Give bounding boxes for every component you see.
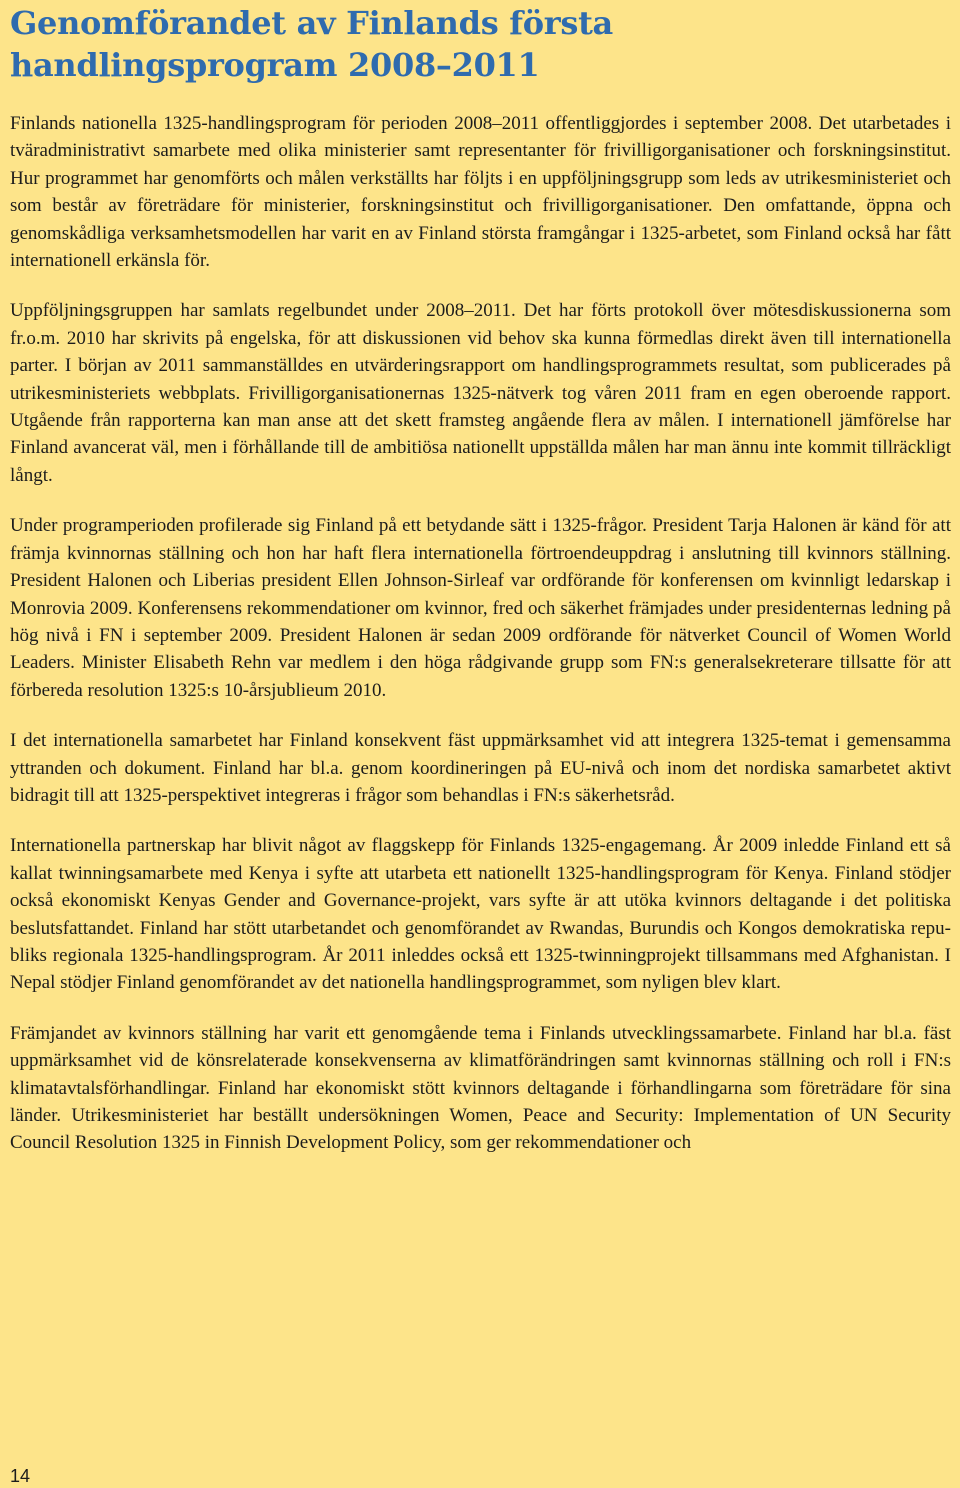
paragraph-3: Under programperioden profilerade sig Finland på ett betydande sätt i 1325-frågor. President Tarja Halonen är känd för att främja kvinnornas ställning och hon har haft flera internationella förtroendeuppdrag i anslutning till kvinnors ställning. President Halonen och Liberias president Ellen Johnson-Sirleaf var ordförande för konferensen om kvinnligt ledarskap i Monrovia 2009. Konferensens rekommendationer om kvinnor, fred och säkerhet främjades under presidenternas ledning på hög nivå i FN i september 2009. President Halonen är sedan 2009 ordförande för nätverket Council of Women World Leaders. Minister Elisabeth Rehn var medlem i den höga rådgivande grupp som FN:s generalsekreterare tillsatte för att förbereda resolution 1325:s 10-årsjublieum 2010.: [10, 515, 951, 701]
paragraph-2: Uppföljningsgruppen har samlats regelbundet under 2008–2011. Det har förts protokoll över mötesdiskussionerna som fr.o.m. 2010 har skrivits på engelska, för att diskussionen vid behov ska kunna förmedlas direkt även till internationella parter. I början av 2011 sammanställdes en utvärderingsrapport om handlingsprogrammets resultat, som publicerades på utrikesministeriets webbplats. Frivilligorganisationernas 1325-nätverk tog våren 2011 fram en egen oberoende rapport. Utgående från rapporterna kan man anse att det skett framsteg angående flera av målen. I internationell jämförelse har Finland avancerat väl, men i förhållande till de ambitiösa nationellt uppställda målen har man ännu inte kommit tillräckligt långt.: [10, 300, 951, 486]
document-page: [10, 0, 951, 1488]
body-text: [10, 110, 951, 1157]
page-number: 14: [10, 1466, 31, 1486]
paragraph-6: Främjandet av kvinnors ställning har varit ett genomgående tema i Finlands utvecklingssamarbete. Finland har bl.a. fäst uppmärksamhet vid de könsrelaterade konsekvenserna av klimatförändringen samt kvinnornas ställning och roll i FN:s klimatavtalsförhandlingar. Finland har ekonomiskt stött kvinnors deltagande i förhandlingarna som företrädare för sina länder. Utrikesministeriet har beställt undersökningen Women, Peace and Security: Implementation of UN Security Council Resolution 1325 in Finnish Development Policy, som ger rekommendationer och: [10, 1022, 951, 1154]
paragraph-5: Internationella partnerskap har blivit något av flaggskepp för Finlands 1325-engagemang. År 2009 inledde Finland ett så kallat twinningsamarbete med Kenya i syfte att utarbeta ett nationellt 1325-handlingsprogram för Kenya. Finland stödjer också ekonomiskt Kenyas Gender and Governance-projekt, vars syfte är att utöka kvinnors deltagande i det politiska beslutsfattandet. Finland har stött utarbetandet och genomförandet av Rwandas, Burundis och Kongos demokratiska republiks regionala 1325-handlingsprogram. År 2011 inleddes också ett 1325-twinningprojekt tillsammans med Afghanistan. I Nepal stödjer Finland genomförandet av det nationella handlingsprogrammet, som nyligen blev klart.: [10, 835, 951, 994]
paragraph-1: Finlands nationella 1325-handlingsprogram för perioden 2008–2011 offentliggjordes i september 2008. Det utarbetades i tväradministrativt samarbete med olika ministerier samt representanter för frivilligorganisationer och forskningsinstitut. Hur programmet har genomförts och målen verkställts har följts i en uppföljningsgrupp som leds av utrikesministeriet och som består av företrädare för ministerier, forskningsinstitut och frivilligorganisationer. Den omfattande, öppna och genomskådliga verksamhetsmodellen har varit en av Finland största framgångar i 1325-arbetet, som Finland också har fått internationell erkänsla för.: [10, 113, 951, 272]
paragraph-4: I det internationella samarbetet har Finland konsekvent fäst uppmärksamhet vid att integrera 1325-temat i gemensamma yttranden och dokument. Finland har bl.a. genom koordineringen på EU-nivå och inom det nordiska samarbetet aktivt bidragit till att 1325-perspektivet integreras i frågor som behandlas i FN:s säkerhetsråd.: [10, 730, 951, 806]
section-heading: Genomförandet av Finlands första handlingsprogram 2008–2011: [10, 4, 613, 84]
